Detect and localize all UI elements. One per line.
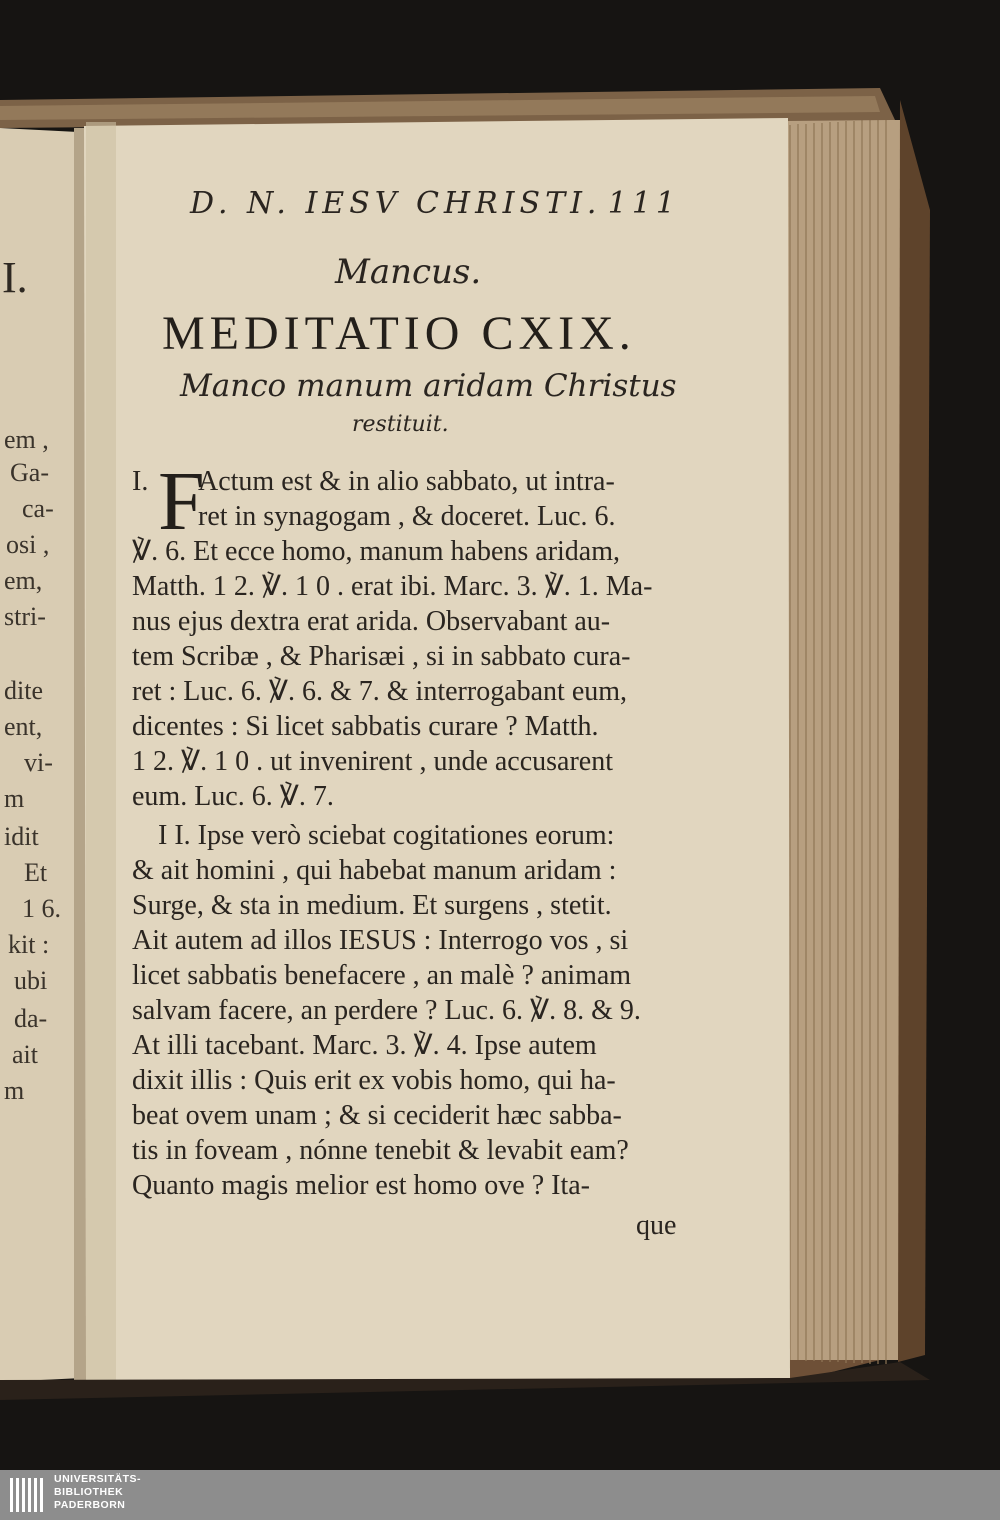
left-page-fragment: stri- bbox=[4, 602, 46, 631]
left-page-fragment: Et bbox=[24, 858, 48, 887]
library-logo-icon bbox=[8, 1476, 46, 1514]
text-line: nus ejus dextra erat arida. Observabant au- bbox=[132, 606, 611, 637]
section-numeral: I. bbox=[132, 466, 149, 497]
text-line: I I. Ipse verò sciebat cogitationes eorum: bbox=[158, 820, 615, 851]
left-page-fragment: osi , bbox=[6, 530, 50, 559]
running-head bbox=[190, 186, 680, 221]
left-page-fragment: ait bbox=[12, 1040, 38, 1069]
footer-bar bbox=[0, 1470, 1000, 1520]
logo-line: PADERBORN bbox=[54, 1499, 126, 1511]
catchword: que bbox=[636, 1210, 677, 1241]
left-page-fragment: em, bbox=[4, 566, 43, 595]
left-page-fragment: Ga- bbox=[10, 458, 49, 487]
text-line: dicentes : Si licet sabbatis curare ? Matth. bbox=[132, 711, 599, 742]
drop-cap-letter: F bbox=[158, 455, 205, 548]
text-line: Surge, & sta in medium. Et surgens , stetit. bbox=[132, 890, 612, 921]
meditation-title: MEDITATIO CXIX. bbox=[162, 307, 636, 360]
page-number: 111 bbox=[607, 186, 680, 221]
text-line: Ait autem ad illos IESUS : Interrogo vos , si bbox=[132, 925, 629, 956]
text-line: 1 2. ℣. 1 0 . ut invenirent , unde accusarent bbox=[132, 746, 614, 777]
left-page-fragment: vi- bbox=[24, 748, 53, 777]
text-line: beat ovem unam ; & si ceciderit hæc sabba- bbox=[132, 1100, 622, 1131]
left-page-fragment: ent, bbox=[4, 712, 43, 741]
left-page-fragment: 1 6. bbox=[22, 894, 61, 923]
running-head-title: D. N. IESV CHRISTI. bbox=[190, 186, 602, 221]
left-page-heading-fragment: I. bbox=[2, 253, 28, 302]
text-line: licet sabbatis benefacere , an malè ? animam bbox=[132, 960, 632, 991]
text-line: eum. Luc. 6. ℣. 7. bbox=[132, 781, 334, 812]
text-line: Quanto magis melior est homo ove ? Ita- bbox=[132, 1170, 590, 1201]
text-line: ret : Luc. 6. ℣. 6. & 7. & interrogabant eum, bbox=[132, 676, 628, 707]
text-line: salvam facere, an perdere ? Luc. 6. ℣. 8. & 9. bbox=[132, 995, 641, 1026]
text-line: & ait homini , qui habebat manum aridam : bbox=[132, 855, 617, 886]
left-page-fragment: m bbox=[4, 1076, 25, 1105]
left-page-fragment: ubi bbox=[14, 966, 48, 995]
subject-heading: Mancus. bbox=[335, 252, 482, 292]
text-line: Matth. 1 2. ℣. 1 0 . erat ibi. Marc. 3. ℣. 1. Ma- bbox=[132, 571, 653, 602]
text-line: ret in synagogam , & doceret. Luc. 6. bbox=[198, 501, 616, 532]
text-line: tem Scribæ , & Pharisæi , si in sabbato cura- bbox=[132, 641, 631, 672]
meditation-subtitle-continued: restituit. bbox=[352, 412, 449, 437]
left-page-fragment: dite bbox=[4, 676, 43, 705]
left-page-fragment: em , bbox=[4, 425, 49, 454]
left-page-fragment: m bbox=[4, 784, 25, 813]
text-line: Actum est & in alio sabbato, ut intra- bbox=[198, 466, 615, 497]
meditation-subtitle: Manco manum aridam Christus bbox=[180, 368, 677, 404]
left-page-fragment: kit : bbox=[8, 930, 50, 959]
left-page-fragment: idit bbox=[4, 822, 39, 851]
logo-line: UNIVERSITÄTS- bbox=[54, 1473, 142, 1485]
library-logo-text bbox=[54, 1473, 141, 1512]
text-line: dixit illis : Quis erit ex vobis homo, qui ha- bbox=[132, 1065, 616, 1096]
text-line: tis in foveam , nónne tenebit & levabit eam? bbox=[132, 1135, 629, 1166]
logo-line: BIBLIOTHEK bbox=[54, 1486, 124, 1498]
left-page-fragment: ca- bbox=[22, 494, 54, 523]
text-line: At illi tacebant. Marc. 3. ℣. 4. Ipse autem bbox=[132, 1030, 597, 1061]
left-page-fragment: da- bbox=[14, 1004, 48, 1033]
text-line: ℣. 6. Et ecce homo, manum habens aridam, bbox=[132, 536, 621, 567]
